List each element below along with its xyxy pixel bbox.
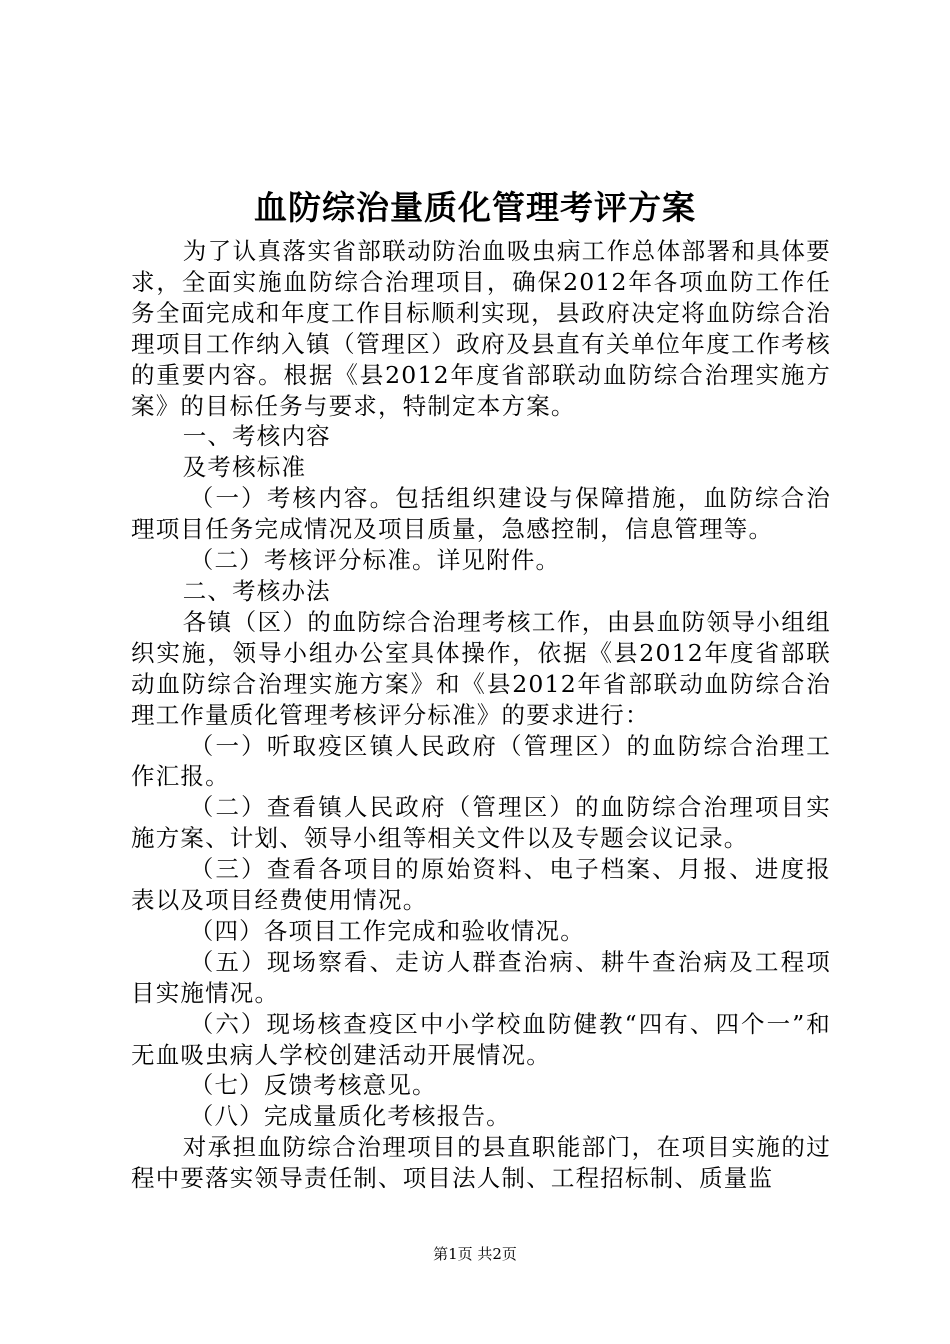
document-title: 血防综治量质化管理考评方案 — [254, 188, 696, 227]
paragraph: 为了认真落实省部联动防治血吸虫病工作总体部署和具体要求，全面实施血防综合治理项目，确保2012年各项血防工作任务全面完成和年度工作目标顺利实现，县政府决定将血防综合治理项目工作纳入镇（管理区）政府及县直有关单位年度工作考核的重要内容。根据《县2012年度省部联动血防综合治理实施方案》的目标任务与要求，特制定本方案。 — [131, 237, 831, 420]
paragraph: 对承担血防综合治理项目的县直职能部门，在项目实施的过程中要落实领导责任制、项目法人制、工程招标制、质量监 — [131, 1133, 831, 1193]
paragraph: 各镇（区）的血防综合治理考核工作，由县血防领导小组组织实施，领导小组办公室具体操作，依据《县2012年度省部联动血防综合治理实施方案》和《县2012年省部联动血防综合治理工作量质化管理考核评分标准》的要求进行： — [131, 607, 831, 729]
paragraph: （四）各项目工作完成和验收情况。 — [189, 916, 585, 945]
paragraph: （八）完成量质化考核报告。 — [189, 1102, 511, 1131]
paragraph: （六）现场核查疫区中小学校血防健教“四有、四个一”和无血吸虫病人学校创建活动开展情况。 — [131, 1009, 831, 1069]
paragraph: （五）现场察看、走访人群查治病、耕牛查治病及工程项目实施情况。 — [131, 947, 831, 1007]
paragraph: （一）听取疫区镇人民政府（管理区）的血防综合治理工作汇报。 — [131, 731, 831, 791]
page-number-footer: 第1页 共2页 — [433, 1245, 517, 1263]
paragraph: （二）考核评分标准。详见附件。 — [189, 546, 561, 575]
paragraph: （二）查看镇人民政府（管理区）的血防综合治理项目实施方案、计划、领导小组等相关文件以及专题会议记录。 — [131, 793, 831, 853]
document-body — [131, 236, 831, 1194]
paragraph: （一）考核内容。包括组织建设与保障措施，血防综合治理项目任务完成情况及项目质量，急感控制，信息管理等。 — [131, 484, 831, 544]
paragraph: （七）反馈考核意见。 — [189, 1071, 437, 1100]
section-heading: 及考核标准 — [182, 453, 307, 482]
section-heading: 二、考核办法 — [182, 576, 331, 605]
section-heading: 一、考核内容 — [182, 422, 331, 451]
paragraph: （三）查看各项目的原始资料、电子档案、月报、进度报表以及项目经费使用情况。 — [131, 855, 831, 915]
